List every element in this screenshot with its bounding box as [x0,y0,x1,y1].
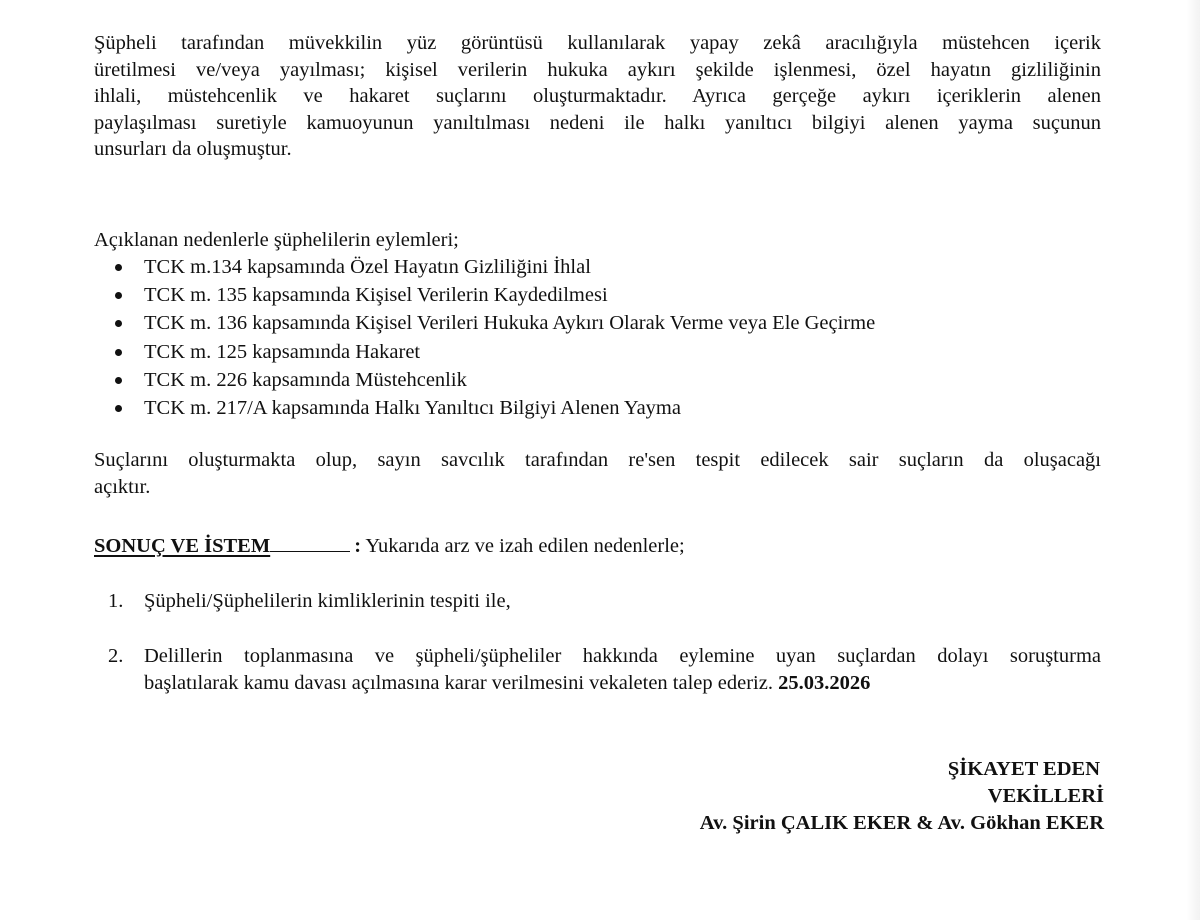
list-item [94,253,875,281]
request-text [144,643,1101,696]
request-date: 25.03.2026 [778,671,871,694]
signature-complainant: ŞİKAYET EDEN [947,758,1100,780]
paragraph-line: Şüpheli tarafından müvekkilin yüz görüntüsü kullanılarak yapay zekâ aracılığıyla müstehcen içerik [94,32,1101,54]
request-text [144,588,1101,615]
list-item-text: TCK m.134 kapsamında Özel Hayatın Gizliliğini İhlal [144,256,591,278]
paragraph-line: ihlali, müstehcenlik ve hakaret suçlarını oluşturmaktadır. Ayrıca gerçeğe aykırı içeriklerin alenen [94,85,1101,107]
list-item-text: TCK m. 125 kapsamında Hakaret [144,340,421,363]
paragraph-conclusion [94,447,1101,500]
underline-gap [270,531,350,552]
result-colon: : [354,535,362,557]
signature-attorney-names: Av. Şirin ÇALIK EKER & Av. Gökhan EKER [699,812,1104,834]
request-line: Delillerin toplanmasına ve şüpheli/şüpheliler hakkında eylemine uyan suçlardan dolayı soruşturma [144,645,1101,667]
paragraph-line: Suçlarını oluşturmakta olup, sayın savcılık tarafından re'sen tespit edilecek sair suçların da oluşacağı [94,449,1101,471]
result-text: Yukarıda arz ve izah edilen nedenlerle; [365,535,685,557]
list-item [94,338,875,366]
list-item [94,366,875,394]
paragraph-line: unsurları da oluşmuştur. [94,138,292,160]
bullet-icon [115,349,122,356]
request-number: 2. [108,645,124,667]
list-item [94,394,875,422]
bullet-icon [115,264,122,271]
paragraph-line: açıktır. [94,475,151,498]
list-item-text: TCK m. 226 kapsamında Müstehcenlik [144,368,467,391]
list-item-text: TCK m. 217/A kapsamında Halkı Yanıltıcı Bilgiyi Alenen Yayma [144,396,681,419]
result-section-heading [94,531,685,559]
request-number: 1. [108,590,124,612]
list-item-text: TCK m. 136 kapsamında Kişisel Verileri Hukuka Aykırı Olarak Verme veya Ele Geçirme [144,312,876,335]
paragraph-line: paylaşılması suretiyle kamuoyunun yanıltılması nedeni ile halkı yanıltıcı bilgiyi alenen yayma suçunun [94,111,1101,134]
actions-list [94,253,875,422]
paragraph-line: üretilmesi ve/veya yayılması; kişisel verilerin hukuka aykırı şekilde işlenmesi, özel hayatın gizliliğinin [94,58,1101,81]
signature-attorneys-label: VEKİLLERİ [987,785,1104,807]
signature-block [700,756,1104,837]
bullet-icon [115,320,122,327]
request-line: Şüpheli/Şüphelilerin kimliklerinin tespiti ile, [144,590,511,612]
request-line: başlatılarak kamu davası açılmasına karar verilmesini vekaleten talep ederiz. [144,671,773,694]
list-item [94,309,875,337]
request-line-with-date [144,670,1101,697]
bullet-icon [115,377,122,384]
result-title: SONUÇ VE İSTEM [94,535,271,557]
actions-intro: Açıklanan nedenlerle şüphelilerin eylemleri; [94,229,459,251]
page-edge-shadow [1186,0,1200,920]
bullet-icon [115,292,122,299]
paragraph-offense-description [94,30,1101,163]
bullet-icon [115,405,122,412]
list-item-text: TCK m. 135 kapsamında Kişisel Verilerin Kaydedilmesi [144,284,608,307]
list-item [94,281,875,309]
